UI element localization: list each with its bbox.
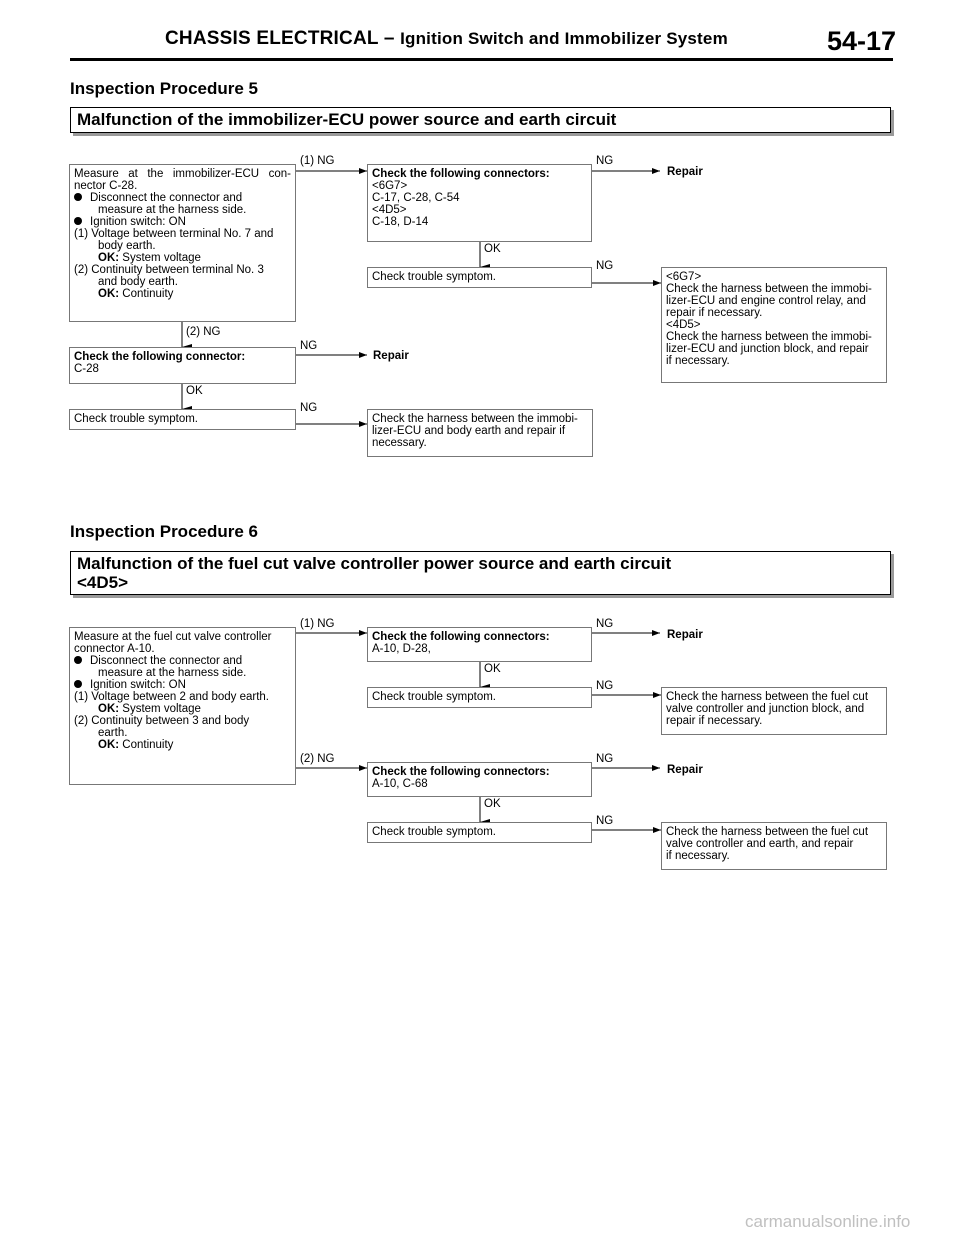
p5-start-cond-1: (1) Voltage between terminal No. 7 and <box>74 228 274 240</box>
p5-start-box <box>69 164 296 322</box>
p5-label-ng-b: NG <box>596 260 614 272</box>
ok-label: OK: <box>98 739 120 751</box>
procedure-6-banner-line-2: <4D5> <box>77 573 129 592</box>
p6-harness-b-line: valve controller and earth, and repair <box>666 838 854 850</box>
p6-start-box <box>69 627 296 785</box>
p6-harness-a-line: repair if necessary. <box>666 715 763 727</box>
p5-harness-box-b <box>367 409 593 457</box>
p5-harness-a-line: Check the harness between the immobi- <box>666 331 872 343</box>
p5-label-ok-c: OK <box>186 385 203 397</box>
page-number: 54-17 <box>827 26 897 56</box>
p5-repair-a: Repair <box>667 166 703 178</box>
header-separator: – <box>383 28 395 49</box>
p5-check-line: C-18, D-14 <box>372 216 429 228</box>
p5-harness-a-line: Check the harness between the immobi- <box>666 283 872 295</box>
p6-label-ng-d: NG <box>596 815 614 827</box>
procedure-5-title: Inspection Procedure 5 <box>70 79 258 98</box>
p5-harness-a-line: if necessary. <box>666 355 730 367</box>
p5-trouble-a-text: Check trouble symptom. <box>372 271 496 283</box>
p6-start-cond-2: (2) Continuity between 3 and body <box>74 715 250 727</box>
procedure-6-title: Inspection Procedure 6 <box>70 522 258 541</box>
procedure-5-banner-text: Malfunction of the immobilizer-ECU power source and earth circuit <box>77 110 617 129</box>
p6-label-ok-a: OK <box>484 663 501 675</box>
bullet-icon <box>74 680 82 688</box>
p5-check-title: Check the following connectors: <box>372 168 550 180</box>
p5-start-line: nector C-28. <box>74 180 138 192</box>
p5-check-connectors-box <box>367 164 592 242</box>
p6-harness-box-a <box>661 687 887 735</box>
p6-harness-b-line: if necessary. <box>666 850 730 862</box>
p5-ok-1: System voltage <box>122 252 201 264</box>
bullet-icon <box>74 217 82 225</box>
p6-label-ng-b: NG <box>596 680 614 692</box>
procedure-6-banner-line-1: Malfunction of the fuel cut valve controller power source and earth circuit <box>77 554 672 573</box>
p5-harness-a-line: repair if necessary. <box>666 307 763 319</box>
p6-repair-c: Repair <box>667 764 703 776</box>
p5-start-cond-2-cont: and body earth. <box>98 276 178 288</box>
p5-label-2ng: (2) NG <box>186 326 221 338</box>
p5-harness-b-line: Check the harness between the immobi- <box>372 413 578 425</box>
p6-start-cond-1: (1) Voltage between 2 and body earth. <box>74 691 270 703</box>
p6-check-2-line: A-10, C-68 <box>372 778 428 790</box>
header-subtitle: Ignition Switch and Immobilizer System <box>400 29 728 48</box>
p6-start-bullet-2: Ignition switch: ON <box>90 679 186 691</box>
p6-repair-a: Repair <box>667 629 703 641</box>
p6-label-ng-c: NG <box>596 753 614 765</box>
p5-check-connector-box <box>69 347 296 384</box>
p6-trouble-box-a <box>367 687 592 708</box>
footer-watermark: carmanualsonline.info <box>745 1212 911 1231</box>
p5-label-1ng: (1) NG <box>300 155 335 167</box>
p6-check-1-line: A-10, D-28, <box>372 643 431 655</box>
ok-label: OK: <box>98 288 120 300</box>
p6-check-box-2 <box>367 762 592 797</box>
p6-start-line: Measure at the fuel cut valve controller <box>74 631 272 643</box>
p5-harness-a-line: <6G7> <box>666 271 702 283</box>
p6-check-1-title: Check the following connectors: <box>372 631 550 643</box>
p5-ok-2: Continuity <box>122 288 174 300</box>
p6-start-cond-2-cont: earth. <box>98 727 128 739</box>
p6-ok-2: Continuity <box>122 739 174 751</box>
p6-label-2ng: (2) NG <box>300 753 335 765</box>
p5-check-connector-title: Check the following connector: <box>74 351 246 363</box>
ok-label: OK: <box>98 703 120 715</box>
p5-start-bullet-1: Disconnect the connector and <box>90 192 243 204</box>
p6-check-2-title: Check the following connectors: <box>372 766 550 778</box>
p5-check-connector-line: C-28 <box>74 363 99 375</box>
p6-check-box-1 <box>367 627 592 662</box>
procedure-6-banner <box>70 551 891 595</box>
p5-start-line: Measure at the immobilizer-ECU con- <box>74 168 291 180</box>
p5-harness-b-line: necessary. <box>372 437 427 449</box>
p6-harness-b-line: Check the harness between the fuel cut <box>666 826 869 838</box>
p5-repair-c: Repair <box>373 350 409 362</box>
p5-trouble-c-text: Check trouble symptom. <box>74 413 198 425</box>
p6-trouble-box-c <box>367 822 592 843</box>
ok-label: OK: <box>98 252 120 264</box>
p5-harness-b-line: lizer-ECU and body earth and repair if <box>372 425 566 437</box>
p6-harness-a-line: Check the harness between the fuel cut <box>666 691 869 703</box>
p5-harness-a-line: lizer-ECU and junction block, and repair <box>666 343 869 355</box>
p6-harness-a-line: valve controller and junction block, and <box>666 703 865 715</box>
p5-harness-a-line: lizer-ECU and engine control relay, and <box>666 295 866 307</box>
p6-label-ng-a: NG <box>596 618 614 630</box>
p5-label-ng-c: NG <box>300 340 318 352</box>
p5-label-ng-d: NG <box>300 402 318 414</box>
header-section: CHASSIS ELECTRICAL <box>165 28 379 49</box>
p6-trouble-c-text: Check trouble symptom. <box>372 826 496 838</box>
p6-start-bullet-1-cont: measure at the harness side. <box>98 667 247 679</box>
p5-start-bullet-1-cont: measure at the harness side. <box>98 204 247 216</box>
p6-harness-box-b <box>661 822 887 870</box>
p6-ok-1: System voltage <box>122 703 201 715</box>
p5-start-cond-1-cont: body earth. <box>98 240 156 252</box>
p5-trouble-box-a <box>367 267 592 288</box>
p6-start-bullet-1: Disconnect the connector and <box>90 655 243 667</box>
p5-start-bullet-2: Ignition switch: ON <box>90 216 186 228</box>
bullet-icon <box>74 656 82 664</box>
p5-start-cond-2: (2) Continuity between terminal No. 3 <box>74 264 264 276</box>
bullet-icon <box>74 193 82 201</box>
p6-start-line: connector A-10. <box>74 643 155 655</box>
p5-check-line: <4D5> <box>372 204 407 216</box>
p5-trouble-box-c <box>69 409 296 430</box>
p5-harness-box-a <box>661 267 887 383</box>
p5-check-line: <6G7> <box>372 180 408 192</box>
p6-label-1ng: (1) NG <box>300 618 335 630</box>
p5-label-ok-a: OK <box>484 243 501 255</box>
p6-label-ok-c: OK <box>484 798 501 810</box>
procedure-5-banner <box>70 107 891 133</box>
p6-trouble-a-text: Check trouble symptom. <box>372 691 496 703</box>
p5-check-line: C-17, C-28, C-54 <box>372 192 460 204</box>
p5-label-ng-a: NG <box>596 155 614 167</box>
p5-harness-a-line: <4D5> <box>666 319 701 331</box>
